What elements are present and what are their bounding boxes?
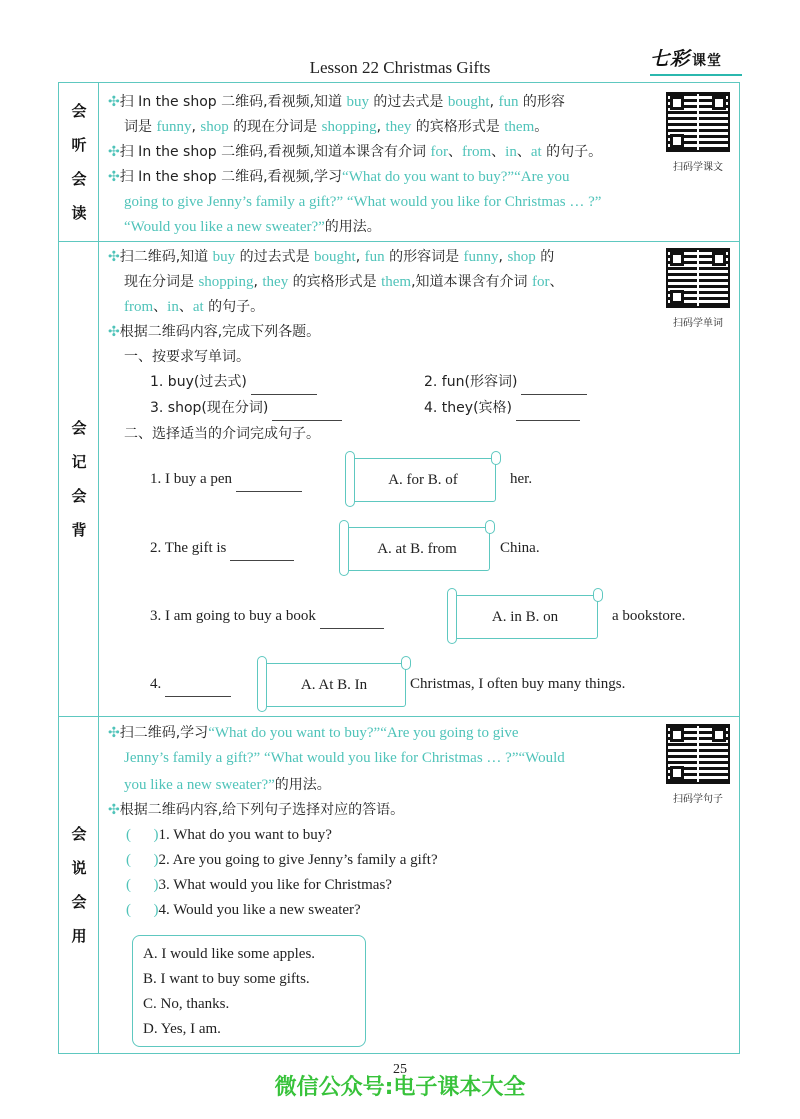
answer-blank[interactable] [272,404,342,421]
answer-options-box [132,935,366,1047]
question-1: ( )1. What do you want to buy? [126,827,332,843]
side-label-listen: 会 听 会 读 [71,101,87,222]
prep-item-2: 2. The gift is [150,536,294,561]
prep-item-3-after: a bookstore. [612,608,686,624]
speak-task: ✣根据二维码内容,给下列句子选择对应的答语。 [108,802,405,818]
qr-caption: 扫码学课文 [673,162,723,173]
part2-title: 二、选择适当的介词完成句子。 [124,426,320,442]
question-2: ( )2. Are you going to give Jenny’s family a gift? [126,852,438,868]
watermark: 微信公众号:电子课本大全 [274,1075,526,1100]
answer-blank[interactable] [236,475,302,492]
qr-caption: 扫码学句子 [673,794,723,805]
listen-item-1-cont: 词是 funny, shop 的现在分词是 shopping, they 的宾格形式是 them。 [124,119,549,135]
options-scroll: A. for B. of [350,458,496,502]
options-scroll: A. at B. from [344,527,490,571]
word-item-1: 1. buy(过去式) [150,370,317,395]
prep-item-4: 4. [150,672,231,697]
word-item-2: 2. fun(形容词) [424,370,587,395]
side-label-memorize: 会 记 会 背 [71,418,87,539]
qr-code-icon[interactable] [666,724,730,784]
answer-blank[interactable] [521,378,587,395]
bullet-icon: ✣ [108,169,120,185]
listen-item-2: ✣扫 In the shop 二维码,看视频,知道本课含有介词 for、from、in、at 的句子。 [108,144,603,160]
bullet-icon: ✣ [108,249,120,265]
listen-item-3: ✣扫 In the shop 二维码,看视频,学习“What do you want to buy?”“Are you [108,169,570,185]
answer-option: A. I would like some apples. [143,946,316,962]
question-4: ( )4. Would you like a new sweater? [126,902,361,918]
speak-intro-1: ✣扫二维码,学习“What do you want to buy?”“Are you going to give [108,725,519,741]
prep-item-1: 1. I buy a pen [150,467,302,492]
answer-paren[interactable]: ( ) [126,877,159,893]
answer-blank[interactable] [516,404,580,421]
side-label-speak: 会 说 会 用 [71,825,87,945]
page-title: Lesson 22 Christmas Gifts [309,58,491,77]
row-divider [58,716,740,717]
answer-option: C. No, thanks. [143,996,230,1012]
answer-blank[interactable] [320,612,384,629]
answer-option: B. I want to buy some gifts. [143,971,310,987]
prep-item-1-after: her. [510,471,533,487]
prep-item-4-after: Christmas, I often buy many things. [410,676,626,692]
prep-item-3: 3. I am going to buy a book [150,604,384,629]
answer-paren[interactable]: ( ) [126,827,159,843]
listen-item-3-end: “Would you like a new sweater?”的用法。 [124,219,381,235]
memorize-task: ✣根据二维码内容,完成下列各题。 [108,324,321,340]
options-scroll: A. in B. on [452,595,598,639]
options-scroll: A. At B. In [262,663,406,707]
bullet-icon: ✣ [108,144,120,160]
memorize-intro-1: ✣扫二维码,知道 buy 的过去式是 bought, fun 的形容词是 funny, shop 的 [108,249,555,265]
word-item-4: 4. they(宾格) [424,396,580,421]
qr-caption: 扫码学单词 [673,318,723,329]
brand-small: 课堂 [692,53,723,69]
row-divider [58,241,740,242]
memorize-intro-3: from、in、at 的句子。 [124,299,265,315]
bullet-icon: ✣ [108,94,120,110]
bullet-icon: ✣ [108,802,120,818]
part1-title: 一、按要求写单词。 [124,349,250,365]
answer-blank[interactable] [165,680,231,697]
question-3: ( )3. What would you like for Christmas? [126,877,392,893]
column-divider [98,82,99,1054]
speak-intro-3: you like a new sweater?”的用法。 [124,777,331,793]
bullet-icon: ✣ [108,324,120,340]
qr-code-icon[interactable] [666,92,730,152]
answer-blank[interactable] [251,378,317,395]
qr-code-icon[interactable] [666,248,730,308]
speak-intro-2: Jenny’s family a gift?” “What would you like for Christmas … ?”“Would [124,750,565,766]
listen-item-1: ✣扫 In the shop 二维码,看视频,知道 buy 的过去式是 bought, fun 的形容 [108,94,565,110]
brand-logo [650,44,750,72]
answer-paren[interactable]: ( ) [126,852,159,868]
bullet-icon: ✣ [108,725,120,741]
page-number: 25 [393,1062,407,1077]
word-item-3: 3. shop(现在分词) [150,396,342,421]
memorize-intro-2: 现在分词是 shopping, they 的宾格形式是 them,知道本课含有介词 for、 [124,274,564,290]
brand-main: 七彩 [650,48,691,70]
prep-item-2-after: China. [500,540,540,556]
brand-underline [650,74,742,76]
answer-option: D. Yes, I am. [143,1021,221,1037]
answer-paren[interactable]: ( ) [126,902,159,918]
listen-item-3-cont: going to give Jenny’s family a gift?” “What would you like for Christmas … ?” [124,194,602,210]
answer-blank[interactable] [230,544,294,561]
